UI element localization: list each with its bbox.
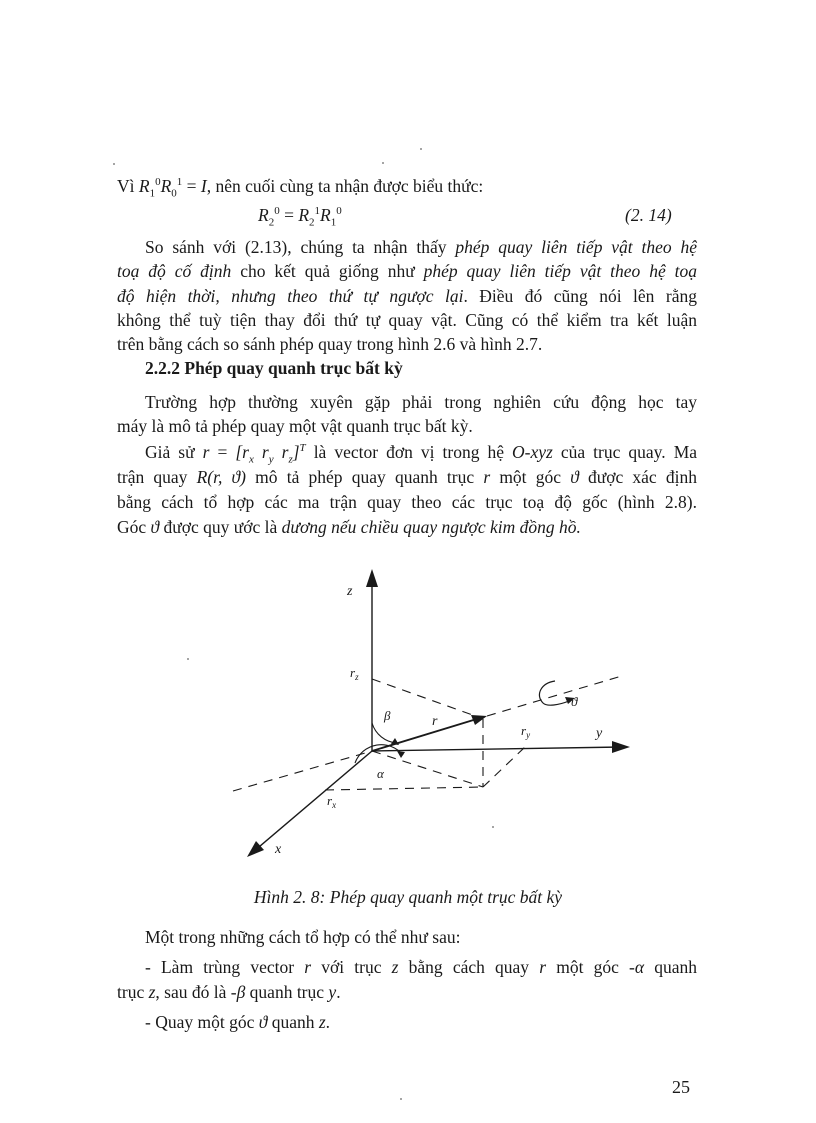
page-number: 25 (672, 1077, 690, 1097)
paragraph-line: bằng cách tổ hợp các ma trận quay theo các trục toạ độ gốc (hình 2.8). (117, 492, 697, 512)
z-axis-label: z (347, 584, 353, 599)
paragraph-line (117, 174, 697, 198)
list-item-continuation (117, 980, 697, 1004)
math-subscript: 1 (330, 216, 337, 229)
text: là vector đơn vị trong hệ (305, 442, 513, 462)
paragraph-line (117, 259, 697, 283)
emphasis: phép quay liên tiếp vật theo hệ toạ (423, 261, 698, 281)
section-heading: 2.2.2 Phép quay quanh trục bất kỳ (145, 358, 403, 378)
math-subscript: 0 (171, 187, 177, 200)
scan-speck (187, 658, 189, 660)
math-superscript: 1 (176, 176, 183, 189)
rz-subscript: z (355, 672, 359, 682)
text: được xác định (578, 467, 697, 487)
math-superscript: T (299, 442, 306, 455)
text: được quy ước là (159, 517, 282, 537)
math-subscript: z (288, 453, 293, 466)
math-symbol: z (318, 1012, 326, 1032)
beta-angle-arc (372, 723, 397, 743)
ry-symbol: r (521, 723, 527, 738)
alpha-arc-arrowhead (397, 751, 405, 758)
equation-number: (2. 14) (625, 205, 672, 225)
rotation-axis-back (233, 751, 372, 791)
scan-speck (400, 1098, 402, 1100)
text: , sau đó là (155, 982, 231, 1002)
text: Giả sử (145, 442, 203, 462)
math-subscript: x (248, 453, 254, 466)
math-symbol: y (328, 982, 337, 1002)
math-symbol: ϑ (570, 467, 579, 487)
beta-arc-arrowhead (391, 738, 399, 745)
rz-symbol: r (350, 665, 356, 680)
text: bằng cách quay (398, 957, 540, 977)
rx-symbol: r (327, 793, 333, 808)
text: . Điều đó cũng nói lên rằng (463, 286, 697, 306)
text: cho kết quả giống như (231, 261, 424, 281)
paragraph-line (145, 235, 697, 259)
math-symbol: R (320, 205, 331, 225)
list-item (145, 955, 697, 979)
theta-label: ϑ (571, 694, 578, 709)
math-superscript: 1 (314, 205, 321, 218)
text: một góc (490, 467, 571, 487)
text: của trục quay. Ma (552, 442, 698, 462)
math-symbol: -α (629, 957, 645, 977)
paragraph-line: không thể tuỳ tiện thay đổi thứ tự quay vật. Cũng có thể kiểm tra kết luận (117, 310, 697, 330)
paragraph-line (117, 465, 697, 489)
text: . (325, 1012, 331, 1032)
math-symbol: z (148, 982, 156, 1002)
projection-line (325, 787, 483, 790)
scan-speck (382, 162, 384, 164)
paragraph-line (145, 440, 697, 464)
math-symbol: r (304, 957, 312, 977)
text: một góc (546, 957, 630, 977)
paragraph-line: máy là mô tả phép quay một vật quanh trục bất kỳ. (117, 416, 473, 436)
paragraph-line (117, 284, 697, 308)
math-symbol: r (253, 442, 269, 462)
ry-label (521, 723, 530, 740)
figure-caption: Hình 2. 8: Phép quay quanh một trục bất kỳ (253, 887, 563, 907)
math-symbol: R (258, 205, 269, 225)
text: với trục (311, 957, 392, 977)
x-axis-arrowhead (247, 841, 264, 857)
math-symbol: ϑ (258, 1012, 268, 1032)
text: quanh (267, 1012, 319, 1032)
text: Góc (117, 517, 151, 537)
emphasis: dương nếu chiều quay ngược kim đồng hồ. (281, 517, 581, 537)
text: = (209, 442, 236, 462)
math-symbol: R(r, ϑ) (196, 467, 246, 487)
r-vector-arrowhead (471, 715, 487, 725)
text: - Quay một góc (145, 1012, 259, 1032)
r-vector-label: r (432, 714, 438, 729)
y-axis (372, 747, 622, 751)
projection-line (483, 747, 525, 787)
projection-line (372, 751, 483, 787)
math-symbol: r (483, 467, 491, 487)
text: trục (117, 982, 149, 1002)
math-symbol: r (273, 442, 289, 462)
text: , nên cuối cùng ta nhận được biểu thức: (206, 176, 484, 196)
paragraph-line: Trường hợp thường xuyên gặp phải trong nghiên cứu động học tay (145, 392, 697, 412)
math-symbol: R (138, 176, 150, 196)
text: So sánh với (2.13), chúng ta nhận thấy (145, 237, 456, 257)
rx-subscript: x (332, 800, 337, 810)
scan-speck (420, 148, 422, 150)
emphasis: độ hiện thời, nhưng theo thứ tự ngược lại (117, 286, 464, 306)
rx-label (327, 793, 336, 810)
beta-label: β (384, 708, 391, 723)
math-symbol: r (202, 442, 210, 462)
math-subscript: 2 (309, 216, 315, 229)
alpha-label: α (377, 766, 384, 781)
text: - Làm trùng vector (145, 957, 305, 977)
text: trận quay (117, 467, 197, 487)
math-symbol: [r (235, 442, 249, 462)
paragraph-line (117, 515, 697, 539)
text: = (279, 205, 299, 225)
y-axis-arrowhead (612, 741, 630, 753)
math-symbol: z (391, 957, 399, 977)
text: quanh trục (245, 982, 329, 1002)
math-subscript: y (268, 453, 274, 466)
math-subscript: 1 (149, 187, 156, 200)
x-axis-label: x (275, 842, 282, 857)
text: quanh (644, 957, 697, 977)
math-symbol: I (200, 176, 207, 196)
math-symbol: -β (230, 982, 246, 1002)
emphasis: phép quay liên tiếp vật theo hệ (455, 237, 697, 257)
list-item (145, 1010, 697, 1034)
emphasis: toạ độ cố định (117, 261, 232, 281)
z-axis-arrowhead (366, 569, 378, 587)
paragraph-line: Một trong những cách tổ hợp có thể như sau: (145, 927, 461, 947)
x-axis (253, 751, 372, 852)
text: . (336, 982, 341, 1002)
math-symbol: r (539, 957, 547, 977)
math-symbol: ϑ (150, 517, 160, 537)
math-symbol: R (160, 176, 172, 196)
text: = (182, 176, 201, 196)
math-symbol: O-xyz (512, 442, 553, 462)
rz-label (350, 665, 359, 682)
equation (258, 203, 458, 227)
math-superscript: 0 (274, 205, 280, 218)
paragraph-line: trên bằng cách so sánh phép quay trong hình 2.6 và hình 2.7. (117, 334, 543, 354)
math-symbol: ] (292, 442, 300, 462)
math-subscript: 2 (268, 216, 275, 229)
scan-speck (113, 163, 115, 165)
text: mô tả phép quay quanh trục (245, 467, 484, 487)
math-superscript: 0 (155, 176, 161, 189)
math-superscript: 0 (336, 205, 342, 218)
text: Vì (117, 176, 139, 196)
ry-subscript: y (526, 730, 531, 740)
rotation-axis-front (487, 675, 625, 716)
y-axis-label: y (596, 726, 603, 741)
rotation-axis-figure (225, 565, 645, 865)
math-symbol: R (298, 205, 310, 225)
